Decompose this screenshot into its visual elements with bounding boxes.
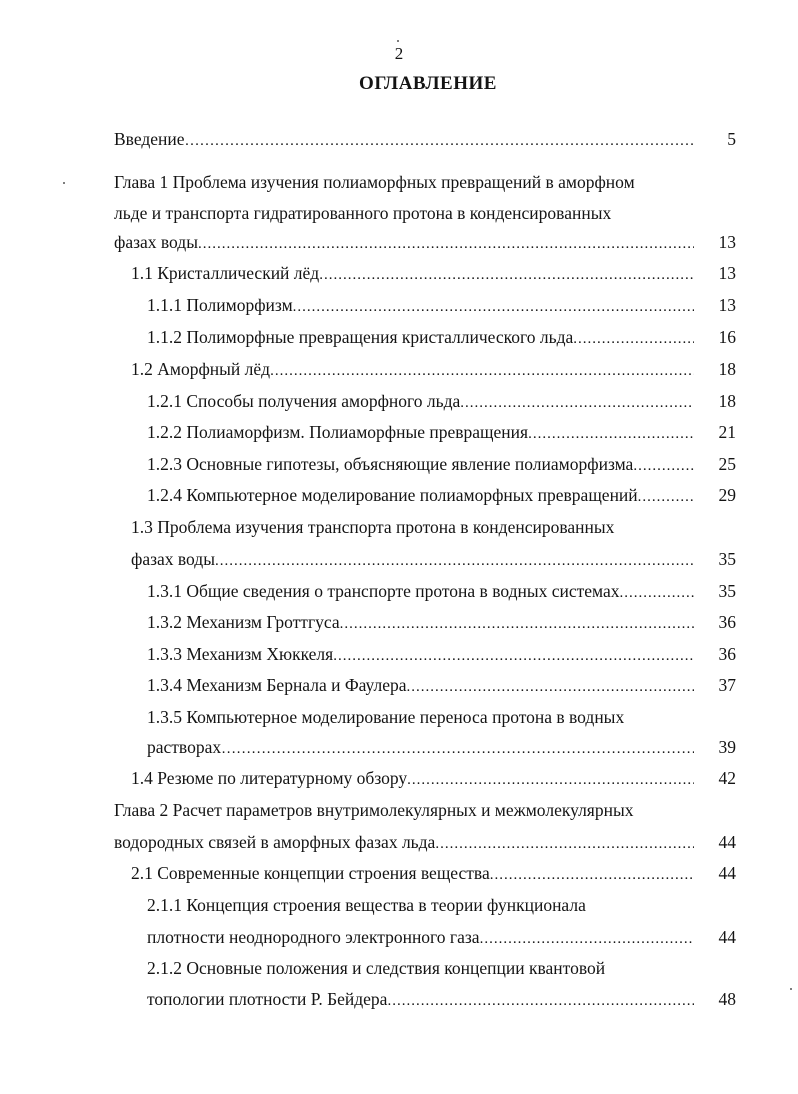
page-number: 2 <box>394 44 404 63</box>
toc-page-number: 13 <box>718 295 736 315</box>
toc-page-number: 21 <box>718 422 736 442</box>
toc-page-number: 39 <box>718 737 736 757</box>
toc-entry-1-1 <box>131 260 694 286</box>
toc-entry-label: топологии плотности Р. Бейдера <box>147 989 388 1009</box>
toc-entry-1-3-5-line-1: 1.3.5 Компьютерное моделирование переноса протона в водных <box>147 707 625 727</box>
toc-entry-2-1 <box>131 860 694 886</box>
dot-leader <box>221 736 694 762</box>
dot-leader <box>480 926 694 952</box>
toc-entry-1-2-1 <box>147 388 694 414</box>
dot-leader <box>333 643 694 669</box>
toc-page-number: 18 <box>718 391 736 411</box>
toc-entry-label: 2.1 Современные концепции строения вещества <box>131 863 490 883</box>
toc-entry-label: 1.2.3 Основные гипотезы, объясняющие явление полиаморфизма <box>147 454 634 474</box>
dot-leader <box>620 580 694 606</box>
toc-entry-label: плотности неоднородного электронного газа <box>147 927 480 947</box>
toc-entry-label: 1.3.4 Механизм Бернала и Фаулера <box>147 675 407 695</box>
toc-entry-chapter-1-line-1: Глава 1 Проблема изучения полиаморфных превращений в аморфном <box>114 172 635 192</box>
toc-entry-label: 1.1.2 Полиморфные превращения кристаллического льда <box>147 327 574 347</box>
toc-entry-2-1-1-line-1: 2.1.1 Концепция строения вещества в теории функционала <box>147 895 586 915</box>
toc-entry-label: фазах воды <box>114 232 198 252</box>
toc-entry-1-3-line-1: 1.3 Проблема изучения транспорта протона в конденсированных <box>131 517 615 537</box>
toc-entry-1-3-1 <box>147 578 694 604</box>
dot-leader <box>198 231 694 257</box>
toc-entry-chapter-1-line-2: льде и транспорта гидратированного протона в конденсированных <box>114 203 612 223</box>
toc-entry-chapter-1 <box>114 229 694 255</box>
toc-entry-label: 1.2.2 Полиаморфизм. Полиаморфные превращения <box>147 422 529 442</box>
scan-speck <box>63 182 65 184</box>
toc-page-number: 48 <box>718 989 736 1009</box>
toc-entry-label: 1.1.1 Полиморфизм <box>147 295 293 315</box>
toc-entry-1-2-2 <box>147 419 694 445</box>
dot-leader <box>185 128 694 154</box>
toc-page-number: 35 <box>718 581 736 601</box>
dot-leader <box>528 421 694 447</box>
toc-page-number: 29 <box>718 485 736 505</box>
toc-entry-chapter-2 <box>114 829 694 855</box>
toc-entry-2-1-1 <box>147 924 694 950</box>
dot-leader <box>460 390 694 416</box>
scan-speck <box>397 40 399 42</box>
toc-entry-1-2-4 <box>147 482 694 508</box>
toc-entry-label: 1.3.1 Общие сведения о транспорте протона в водных системах <box>147 581 620 601</box>
toc-page-number: 37 <box>718 675 736 695</box>
toc-entry-1-4 <box>131 765 694 791</box>
toc-entry-label: 1.2 Аморфный лёд <box>131 359 271 379</box>
toc-entry-1-3-2 <box>147 609 694 635</box>
toc-entry-label: 1.3.2 Механизм Гроттгуса <box>147 612 340 632</box>
toc-entry-1-3-4 <box>147 672 694 698</box>
toc-entry-label: 1.2.4 Компьютерное моделирование полиаморфных превращений <box>147 485 638 505</box>
toc-page-number: 42 <box>718 768 736 788</box>
scan-speck <box>790 988 792 990</box>
toc-entry-label: 1.4 Резюме по литературному обзору <box>131 768 408 788</box>
dot-leader <box>490 862 694 888</box>
toc-entry-1-3-5 <box>147 734 694 760</box>
dot-leader <box>319 262 694 288</box>
toc-entry-1-1-2 <box>147 324 694 350</box>
toc-entry-1-3 <box>131 546 694 572</box>
toc-entry-label: фазах воды <box>131 549 215 569</box>
toc-page-number: 18 <box>718 359 736 379</box>
toc-page-number: 44 <box>718 832 736 852</box>
toc-entry-label: Введение <box>114 129 185 149</box>
dot-leader <box>573 326 694 352</box>
toc-entry-label: 1.3.3 Механизм Хюккеля <box>147 644 334 664</box>
toc-page-number: 13 <box>718 232 736 252</box>
toc-page-number: 13 <box>718 263 736 283</box>
toc-entry-label: водородных связей в аморфных фазах льда <box>114 832 436 852</box>
dot-leader <box>633 453 694 479</box>
toc-page-number: 35 <box>718 549 736 569</box>
dot-leader <box>340 611 694 637</box>
dot-leader <box>387 988 694 1014</box>
dot-leader <box>270 358 694 384</box>
toc-entry-1-2 <box>131 356 694 382</box>
toc-page-number: 44 <box>718 863 736 883</box>
toc-entry-1-2-3 <box>147 451 694 477</box>
toc-page-number: 36 <box>718 612 736 632</box>
toc-entry-2-1-2 <box>147 986 694 1012</box>
toc-page-number: 44 <box>718 927 736 947</box>
dot-leader <box>435 831 694 857</box>
toc-entry-chapter-2-line-1: Глава 2 Расчет параметров внутримолекулярных и межмолекулярных <box>114 800 634 820</box>
dot-leader <box>407 674 694 700</box>
toc-entry-1-1-1 <box>147 292 694 318</box>
toc-entry-2-1-2-line-1: 2.1.2 Основные положения и следствия концепции квантовой <box>147 958 606 978</box>
toc-page-number: 5 <box>727 129 736 149</box>
toc-page-number: 25 <box>718 454 736 474</box>
dot-leader <box>638 484 694 510</box>
toc-page-number: 16 <box>718 327 736 347</box>
toc-page-number: 36 <box>718 644 736 664</box>
dot-leader <box>215 548 694 574</box>
toc-entry-introduction <box>114 126 694 152</box>
toc-entry-label: растворах <box>147 737 222 757</box>
page-title: ОГЛАВЛЕНИЕ <box>359 73 497 94</box>
dot-leader <box>407 767 694 793</box>
toc-entry-label: 1.2.1 Способы получения аморфного льда <box>147 391 461 411</box>
toc-entry-label: 1.1 Кристаллический лёд <box>131 263 320 283</box>
toc-entry-1-3-3 <box>147 641 694 667</box>
dot-leader <box>293 294 694 320</box>
